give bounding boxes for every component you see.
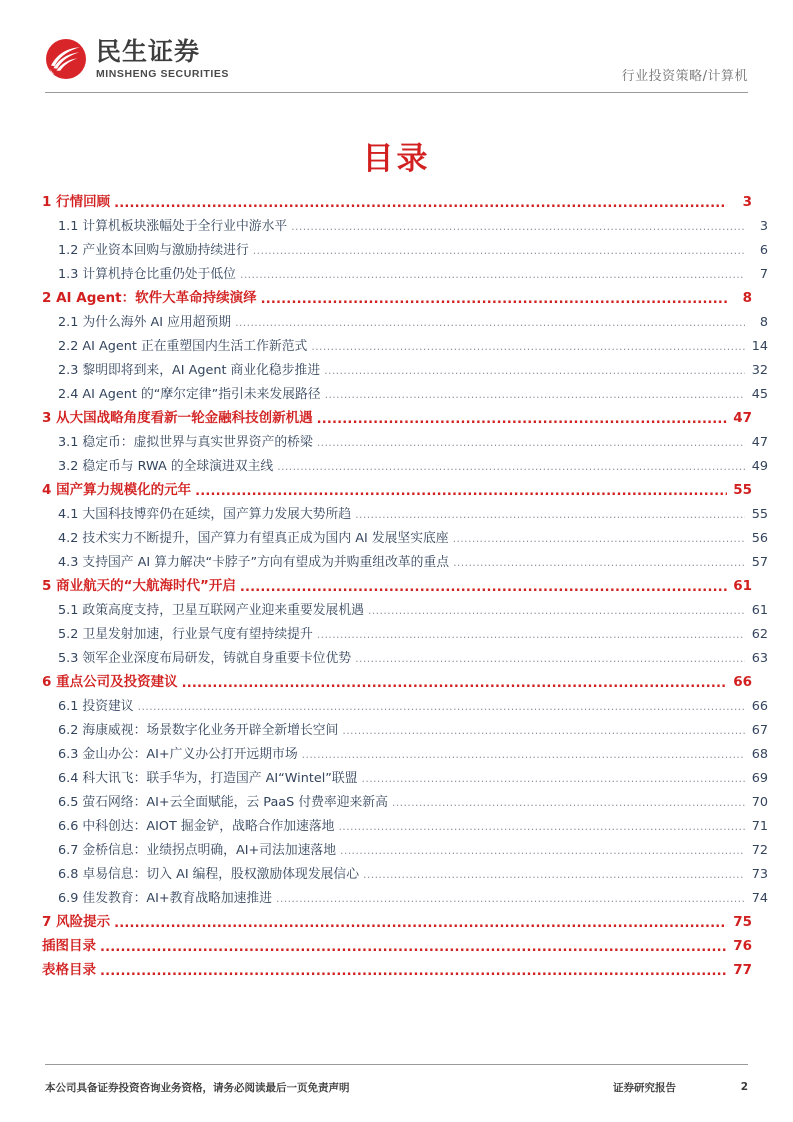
toc-entry-label: 6.7 金桥信息：业绩拐点明确，AI+司法加速落地 (58, 843, 337, 858)
toc-entry[interactable] (42, 906, 752, 930)
table-of-contents (42, 186, 768, 978)
toc-entry-page: 75 (733, 914, 752, 930)
footer-disclaimer: 本公司具备证券投资咨询业务资格，请务必阅读最后一页免责声明 (45, 1081, 350, 1094)
toc-entry-label: 6.2 海康威视：场景数字化业务开辟全新增长空间 (58, 723, 339, 738)
toc-entry-page: 63 (751, 651, 768, 666)
toc-entry-page: 69 (751, 771, 768, 786)
toc-leader-dots (114, 197, 727, 211)
toc-leader-dots (355, 509, 745, 522)
toc-entry[interactable] (42, 954, 752, 978)
toc-entry-page: 67 (751, 723, 768, 738)
toc-entry-page: 73 (751, 867, 768, 882)
footer-page-number: 2 (740, 1081, 748, 1093)
toc-entry[interactable] (42, 258, 768, 282)
toc-leader-dots (277, 461, 745, 474)
toc-entry-label: 5.1 政策高度支持，卫星互联网产业迎来重要发展机遇 (58, 603, 364, 618)
header-divider (45, 92, 748, 93)
toc-leader-dots (235, 317, 745, 330)
toc-leader-dots (240, 269, 745, 282)
toc-entry-label: 表格目录 (42, 962, 96, 978)
toc-entry-label: 2.2 AI Agent 正在重塑国内生活工作新范式 (58, 339, 308, 354)
toc-entry-label: 6.3 金山办公：AI+广义办公打开远期市场 (58, 747, 298, 762)
toc-leader-dots (324, 365, 745, 378)
toc-entry-page: 55 (751, 507, 768, 522)
toc-entry-label: 6.8 卓易信息：切入 AI 编程，股权激励体现发展信心 (58, 867, 360, 882)
toc-entry-label: 6 重点公司及投资建议 (42, 674, 178, 690)
toc-entry[interactable] (42, 282, 752, 306)
toc-entry-label: 5.3 领军企业深度布局研发，铸就自身重要卡位优势 (58, 651, 352, 666)
toc-entry[interactable] (42, 666, 752, 690)
toc-leader-dots (302, 749, 745, 762)
footer-report-label: 证券研究报告 (613, 1081, 676, 1094)
toc-entry-label: 7 风险提示 (42, 914, 111, 930)
toc-entry[interactable] (42, 594, 768, 618)
toc-entry[interactable] (42, 738, 768, 762)
toc-entry-page: 45 (751, 387, 768, 402)
toc-entry-label: 2 AI Agent：软件大革命持续演绎 (42, 290, 257, 306)
toc-leader-dots (453, 557, 745, 570)
toc-leader-dots (362, 773, 745, 786)
toc-entry-page: 68 (751, 747, 768, 762)
toc-entry[interactable] (42, 930, 752, 954)
toc-entry[interactable] (42, 882, 768, 906)
toc-leader-dots (311, 341, 745, 354)
toc-leader-dots (100, 941, 727, 955)
toc-entry[interactable] (42, 690, 768, 714)
toc-entry-page: 61 (751, 603, 768, 618)
toc-leader-dots (138, 701, 745, 714)
minsheng-logo-icon (45, 38, 87, 80)
toc-entry[interactable] (42, 810, 768, 834)
toc-leader-dots (261, 293, 727, 307)
toc-leader-dots (114, 917, 727, 931)
brand-name-cn: 民生证券 (96, 36, 201, 66)
toc-entry[interactable] (42, 714, 768, 738)
toc-entry[interactable] (42, 546, 768, 570)
toc-entry-label: 6.5 萤石网络：AI+云全面赋能，云 PaaS 付费率迎来新高 (58, 795, 388, 810)
toc-entry[interactable] (42, 498, 768, 522)
toc-leader-dots (338, 821, 745, 834)
toc-leader-dots (317, 413, 727, 427)
toc-leader-dots (453, 533, 745, 546)
toc-leader-dots (317, 629, 745, 642)
toc-entry[interactable] (42, 234, 768, 258)
toc-entry-page: 66 (733, 674, 752, 690)
page-title: 目录 (362, 141, 431, 177)
toc-entry-label: 5 商业航天的“大航海时代”开启 (42, 578, 236, 594)
toc-entry-label: 3.1 稳定币：虚拟世界与真实世界资产的桥梁 (58, 435, 313, 450)
toc-entry-page: 71 (751, 819, 768, 834)
toc-entry-label: 6.9 佳发教育：AI+教育战略加速推进 (58, 891, 273, 906)
toc-leader-dots (342, 725, 745, 738)
toc-entry[interactable] (42, 834, 768, 858)
toc-entry-page: 72 (751, 843, 768, 858)
toc-entry-page: 66 (751, 699, 768, 714)
brand-name-en: MINSHENG SECURITIES (96, 67, 229, 80)
toc-leader-dots (392, 797, 745, 810)
toc-entry-page: 56 (751, 531, 768, 546)
toc-entry-label: 1.1 计算机板块涨幅处于全行业中游水平 (58, 219, 288, 234)
toc-leader-dots (317, 437, 745, 450)
toc-entry-page: 3 (742, 194, 752, 210)
toc-entry-page: 6 (759, 243, 768, 258)
toc-entry-label: 3 从大国战略角度看新一轮金融科技创新机遇 (42, 410, 313, 426)
toc-entry-page: 61 (733, 578, 752, 594)
toc-entry-page: 57 (751, 555, 768, 570)
toc-entry-label: 2.3 黎明即将到来，AI Agent 商业化稳步推进 (58, 363, 321, 378)
toc-entry-page: 49 (751, 459, 768, 474)
toc-entry-label: 1.2 产业资本回购与激励持续进行 (58, 243, 249, 258)
brand-lockup (45, 38, 229, 80)
toc-leader-dots (368, 605, 745, 618)
report-category: 行业投资策略/计算机 (621, 69, 748, 84)
toc-entry[interactable] (42, 450, 768, 474)
toc-leader-dots (100, 965, 727, 979)
toc-leader-dots (240, 581, 727, 595)
toc-leader-dots (340, 845, 745, 858)
footer-divider (45, 1064, 748, 1065)
toc-entry[interactable] (42, 618, 768, 642)
toc-entry[interactable] (42, 786, 768, 810)
toc-entry-page: 62 (751, 627, 768, 642)
toc-entry[interactable] (42, 522, 768, 546)
toc-entry-page: 14 (751, 339, 768, 354)
toc-entry-label: 4.2 技术实力不断提升，国产算力有望真正成为国内 AI 发展坚实底座 (58, 531, 449, 546)
toc-entry[interactable] (42, 354, 768, 378)
toc-leader-dots (325, 389, 745, 402)
toc-entry-label: 6.1 投资建议 (58, 699, 134, 714)
toc-entry-label: 5.2 卫星发射加速，行业景气度有望持续提升 (58, 627, 313, 642)
toc-entry-page: 8 (742, 290, 752, 306)
toc-leader-dots (363, 869, 745, 882)
toc-entry-label: 3.2 稳定币与 RWA 的全球演进双主线 (58, 459, 274, 474)
toc-entry-page: 8 (759, 315, 768, 330)
toc-entry-label: 1.3 计算机持仓比重仍处于低位 (58, 267, 236, 282)
toc-entry-label: 1 行情回顾 (42, 194, 111, 210)
toc-entry-label: 2.4 AI Agent 的“摩尔定律”指引未来发展路径 (58, 387, 321, 402)
toc-entry-page: 70 (751, 795, 768, 810)
toc-entry-label: 6.6 中科创达：AIOT 掘金铲，战略合作加速落地 (58, 819, 335, 834)
toc-leader-dots (195, 485, 727, 499)
toc-entry[interactable] (42, 570, 752, 594)
toc-entry-label: 4.1 大国科技博弈仍在延续，国产算力发展大势所趋 (58, 507, 352, 522)
toc-entry[interactable] (42, 474, 752, 498)
toc-entry[interactable] (42, 330, 768, 354)
toc-entry-page: 32 (751, 363, 768, 378)
toc-leader-dots (182, 677, 727, 691)
toc-entry-page: 3 (759, 219, 768, 234)
toc-entry[interactable] (42, 402, 752, 426)
toc-entry-page: 47 (733, 410, 752, 426)
toc-entry[interactable] (42, 378, 768, 402)
page-footer (45, 1076, 748, 1098)
toc-entry-label: 插图目录 (42, 938, 96, 954)
toc-entry-page: 47 (751, 435, 768, 450)
toc-entry[interactable] (42, 210, 768, 234)
toc-entry-page: 7 (759, 267, 768, 282)
page-header (45, 38, 748, 90)
toc-entry[interactable] (42, 426, 768, 450)
toc-entry-page: 76 (733, 938, 752, 954)
toc-entry[interactable] (42, 762, 768, 786)
toc-entry-page: 74 (751, 891, 768, 906)
toc-leader-dots (253, 245, 745, 258)
toc-entry[interactable] (42, 186, 752, 210)
toc-entry-label: 4 国产算力规模化的元年 (42, 482, 192, 498)
toc-leader-dots (276, 893, 745, 906)
toc-entry[interactable] (42, 858, 768, 882)
toc-entry[interactable] (42, 306, 768, 330)
toc-entry-page: 77 (733, 962, 752, 978)
toc-entry-label: 4.3 支持国产 AI 算力解决“卡脖子”方向有望成为并购重组改革的重点 (58, 555, 450, 570)
toc-entry-page: 55 (733, 482, 752, 498)
toc-entry[interactable] (42, 642, 768, 666)
toc-entry-label: 6.4 科大讯飞：联手华为，打造国产 AI“Wintel”联盟 (58, 771, 358, 786)
toc-leader-dots (291, 221, 745, 234)
toc-entry-label: 2.1 为什么海外 AI 应用超预期 (58, 315, 232, 330)
toc-leader-dots (355, 653, 745, 666)
brand-text (96, 36, 229, 80)
